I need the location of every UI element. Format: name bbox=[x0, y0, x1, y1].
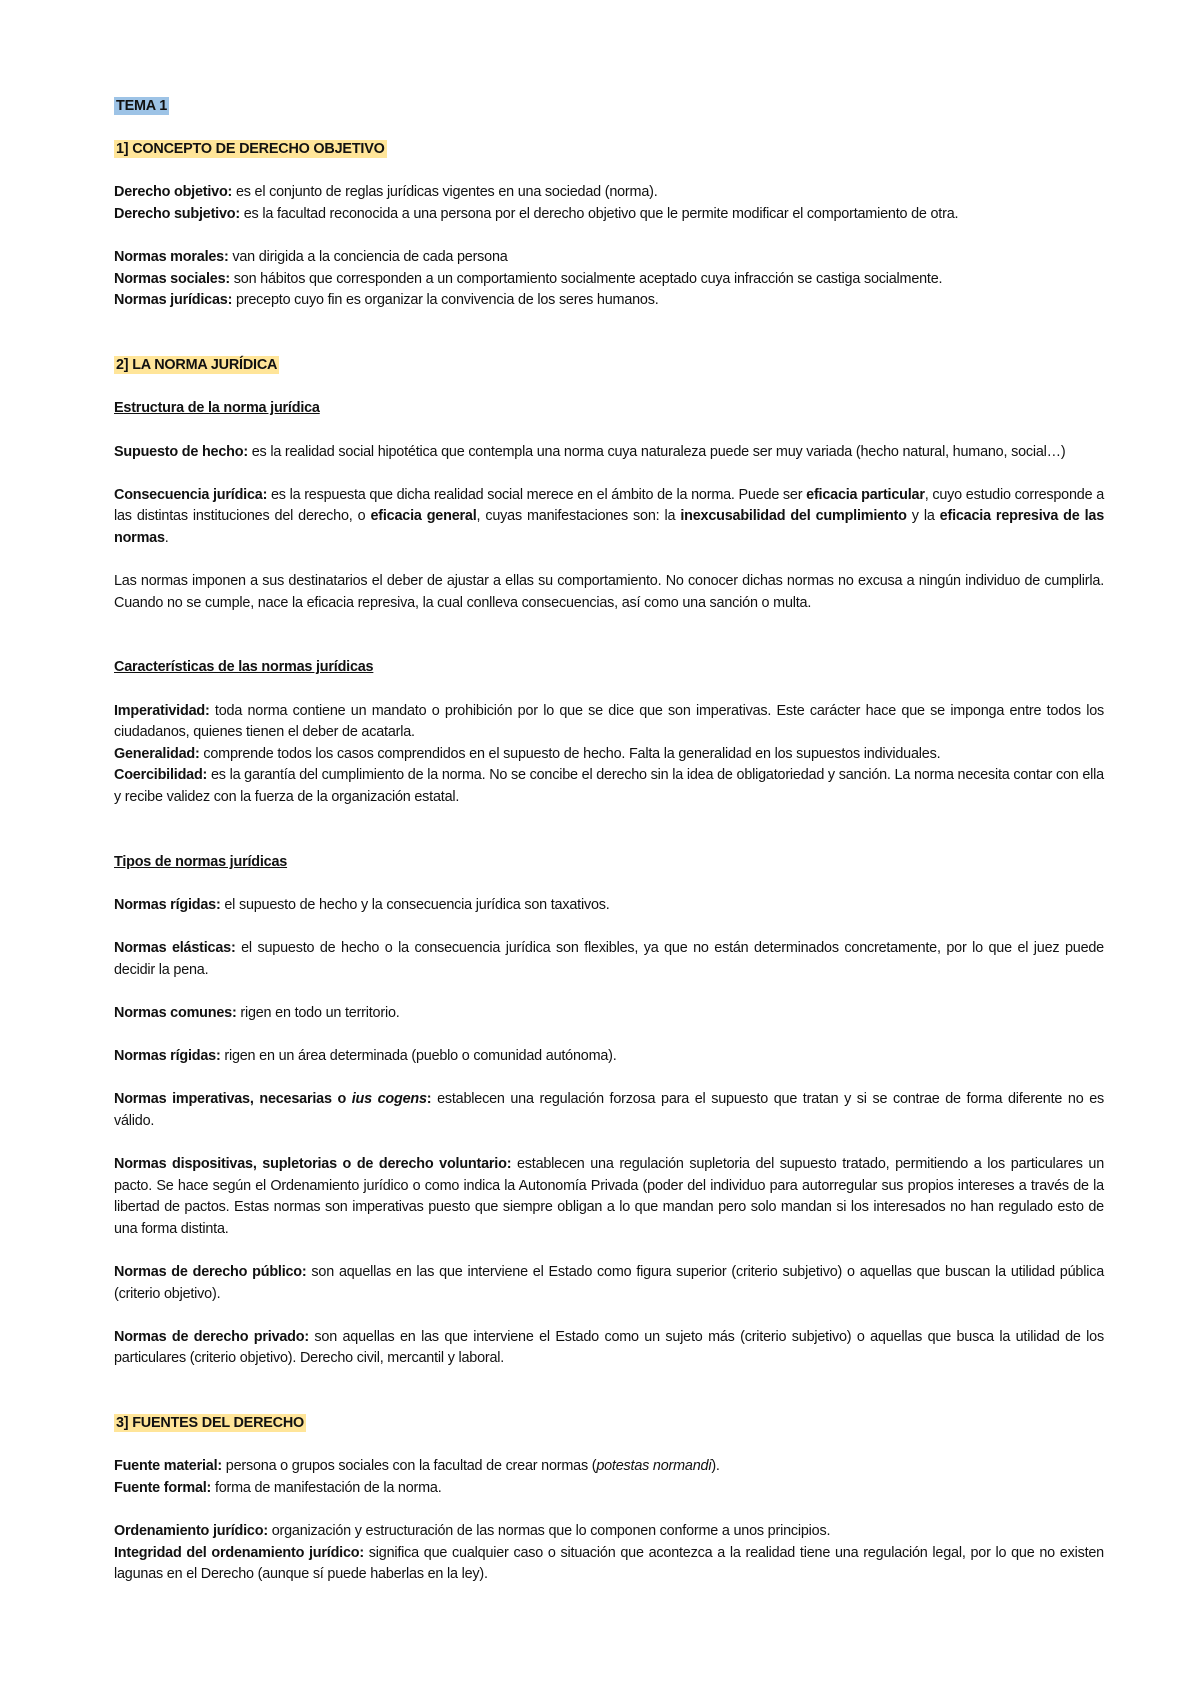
term-italic: ius cogens bbox=[351, 1091, 427, 1108]
term: Consecuencia jurídica: bbox=[114, 486, 268, 503]
definition: el supuesto de hecho o la consecuencia jurídica son flexibles, ya que no están determinados concretamente, por lo que el juez puede decidir la pena. bbox=[114, 940, 1104, 978]
section-heading-3: 3] FUENTES DEL DERECHO bbox=[116, 1415, 305, 1432]
def-normas-rigidas-2 bbox=[114, 1046, 1104, 1068]
term: Fuente material: bbox=[114, 1458, 222, 1475]
term: Derecho subjetivo: bbox=[114, 205, 240, 222]
text: es la respuesta que dicha realidad social merece en el ámbito de la norma. Puede ser bbox=[267, 486, 807, 503]
def-normas-dispositivas bbox=[114, 1154, 1104, 1240]
definition: son aquellas en las que interviene el Estado como un sujeto más (criterio subjetivo) o aquellas que busca la utilidad de los particulares (criterio objetivo). Derecho civil, mercantil y laboral. bbox=[114, 1328, 1104, 1367]
term: Normas morales: bbox=[114, 249, 229, 266]
term: Normas elásticas: bbox=[114, 940, 236, 957]
text: , cuyas manifestaciones son: la bbox=[476, 508, 681, 525]
section-heading-2: 2] LA NORMA JURÍDICA bbox=[116, 357, 278, 374]
term: Normas rígidas: bbox=[114, 1048, 221, 1065]
term: Integridad del ordenamiento jurídico: bbox=[114, 1544, 364, 1561]
text: . bbox=[164, 529, 169, 546]
bold-phrase: eficacia represiva de las normas bbox=[114, 508, 1105, 546]
subheading-estructura: Estructura de la norma jurídica bbox=[114, 400, 320, 417]
def-fuente-material bbox=[114, 1456, 1104, 1478]
def-consecuencia-juridica bbox=[114, 485, 1104, 550]
def-normas-sociales bbox=[114, 269, 1104, 291]
doc-title: TEMA 1 bbox=[116, 98, 168, 114]
def-supuesto-de-hecho bbox=[114, 442, 1104, 464]
term: Normas sociales: bbox=[114, 270, 230, 287]
def-derecho-privado bbox=[114, 1327, 1104, 1370]
text: y la bbox=[906, 508, 940, 525]
bold-phrase: eficacia general bbox=[370, 508, 477, 525]
definition: es la realidad social hipotética que contempla una norma cuya naturaleza puede ser muy variada (hecho natural, humano, social…) bbox=[247, 443, 1066, 460]
def-derecho-publico bbox=[114, 1262, 1104, 1305]
document-page bbox=[114, 96, 1104, 1586]
text: , cuyo estudio corresponde a las distintas instituciones del derecho, o bbox=[114, 486, 1104, 525]
definition-end: ). bbox=[711, 1458, 720, 1475]
term-end: : bbox=[426, 1091, 432, 1108]
term: Normas dispositivas, supletorias o de derecho voluntario: bbox=[114, 1156, 512, 1173]
definition: precepto cuyo fin es organizar la convivencia de los seres humanos. bbox=[232, 292, 659, 309]
term: Fuente formal: bbox=[114, 1480, 212, 1496]
definition: comprende todos los casos comprendidos en el supuesto de hecho. Falta la generalidad en los supuestos individuales. bbox=[199, 745, 941, 762]
term: Coercibilidad: bbox=[114, 767, 208, 784]
definition: rigen en un área determinada (pueblo o comunidad autónoma). bbox=[220, 1048, 617, 1065]
definition: es la garantía del cumplimiento de la norma. No se concibe el derecho sin la idea de obligatoriedad y sanción. La norma necesita contar con ella y recibe validez con la fuerza de la organización estatal. bbox=[114, 767, 1104, 805]
term: Ordenamiento jurídico: bbox=[114, 1523, 268, 1540]
definition: establecen una regulación forzosa para el supuesto que tratan y si se contrae de forma diferente no es válido. bbox=[114, 1091, 1104, 1129]
term: Imperatividad: bbox=[114, 702, 210, 719]
term: Normas comunes: bbox=[114, 1004, 237, 1021]
def-normas-comunes bbox=[114, 1003, 1104, 1025]
definition: van dirigida a la conciencia de cada persona bbox=[228, 249, 508, 266]
def-normas-rigidas bbox=[114, 895, 1104, 917]
section-heading-1: 1] CONCEPTO DE DERECHO OBJETIVO bbox=[116, 141, 385, 158]
definition: son hábitos que corresponden a un comportamiento socialmente aceptado cuya infracción se castiga socialmente. bbox=[229, 270, 943, 287]
bold-phrase: inexcusabilidad del cumplimiento bbox=[680, 508, 907, 525]
def-generalidad bbox=[114, 744, 1104, 766]
definition: organización y estructuración de las normas que lo componen conforme a unos principios. bbox=[267, 1523, 831, 1540]
def-ordenamiento-juridico bbox=[114, 1521, 1104, 1543]
term: Normas de derecho público: bbox=[114, 1264, 307, 1281]
definition: forma de manifestación de la norma. bbox=[211, 1480, 442, 1496]
definition: es la facultad reconocida a una persona por el derecho objetivo que le permite modificar el comportamiento de otra. bbox=[239, 205, 959, 222]
subheading-tipos: Tipos de normas jurídicas bbox=[114, 853, 288, 870]
term: Derecho objetivo: bbox=[114, 184, 233, 201]
definition: persona o grupos sociales con la facultad de crear normas ( bbox=[221, 1458, 597, 1475]
def-integridad-ordenamiento bbox=[114, 1543, 1104, 1586]
definition: el supuesto de hecho y la consecuencia jurídica son taxativos. bbox=[220, 896, 610, 913]
def-imperatividad bbox=[114, 701, 1104, 744]
def-normas-elasticas bbox=[114, 938, 1104, 981]
definition: toda norma contiene un mandato o prohibición por lo que se dice que son imperativas. Este carácter hace que se imponga entre todos los ciudadanos, quienes tienen el deber de acatarla. bbox=[114, 702, 1104, 741]
def-derecho-subjetivo bbox=[114, 204, 1104, 226]
term: Normas jurídicas: bbox=[114, 292, 233, 309]
definition: rigen en todo un territorio. bbox=[236, 1004, 400, 1021]
term: Supuesto de hecho: bbox=[114, 443, 248, 460]
subheading-caracteristicas: Características de las normas jurídicas bbox=[114, 659, 374, 676]
definition-italic: potestas normandi bbox=[596, 1458, 712, 1475]
def-normas-imperativas bbox=[114, 1089, 1104, 1132]
def-normas-morales bbox=[114, 247, 1104, 269]
def-normas-juridicas bbox=[114, 290, 1104, 312]
definition: significa que cualquier caso o situación que acontezca a la realidad tiene una regulación legal, por lo que no existen lagunas en el Derecho (aunque sí puede haberlas en la ley). bbox=[114, 1544, 1104, 1583]
definition: establecen una regulación supletoria del supuesto tratado, permitiendo a los particulares un pacto. Se hace según el Ordenamiento jurídico o como indica la Autonomía Privada (poder del individuo para autorregular sus propios intereses a través de la libertad de pactos. Estas normas son imperativas puesto que siempre obligan a lo que mandan pero solo mandan si los interesados no han regulado esto de una forma distinta. bbox=[114, 1156, 1104, 1237]
term: Normas de derecho privado: bbox=[114, 1328, 309, 1345]
def-fuente-formal bbox=[114, 1478, 1104, 1500]
paragraph-normas-imponen: Las normas imponen a sus destinatarios el deber de ajustar a ellas su comportamiento. No conocer dichas normas no excusa a ningún individuo de cumplirla. Cuando no se cumple, nace la eficacia represiva, la cual conlleva consecuencias, así como una sanción o multa. bbox=[114, 573, 1104, 611]
definition: es el conjunto de reglas jurídicas vigentes en una sociedad (norma). bbox=[232, 184, 658, 201]
bold-phrase: eficacia particular bbox=[806, 486, 925, 503]
def-coercibilidad bbox=[114, 765, 1104, 808]
term: Generalidad: bbox=[114, 745, 200, 762]
def-derecho-objetivo bbox=[114, 182, 1104, 204]
term: Normas imperativas, necesarias o bbox=[114, 1091, 352, 1108]
term: Normas rígidas: bbox=[114, 896, 221, 913]
definition: son aquellas en las que interviene el Estado como figura superior (criterio subjetivo) o aquellas que buscan la utilidad pública (criterio objetivo). bbox=[114, 1264, 1104, 1302]
